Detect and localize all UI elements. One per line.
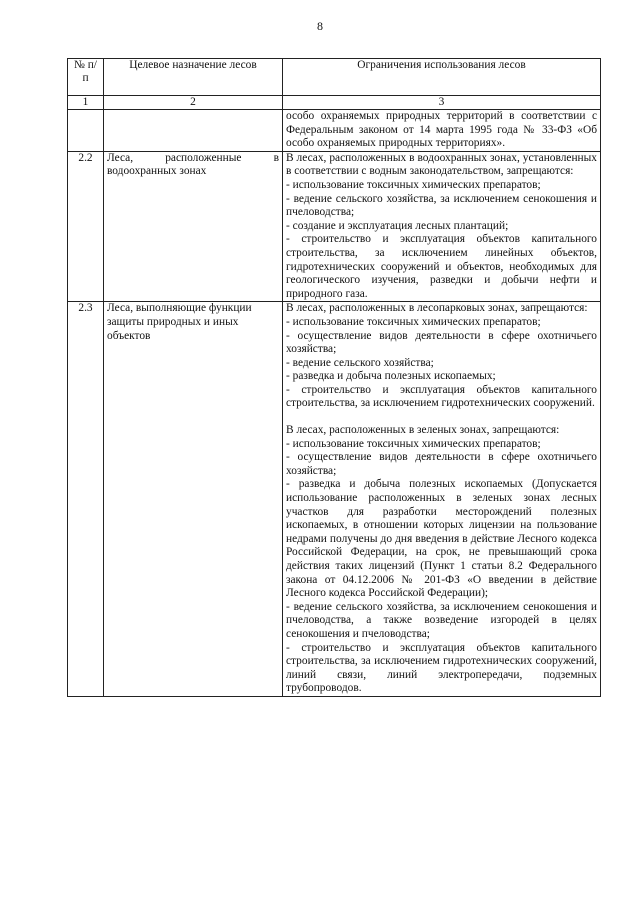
column-index-row bbox=[68, 96, 601, 110]
row-purpose: Леса, расположенные в водоохранных зонах bbox=[104, 151, 283, 302]
restriction-item: - использование токсичных химических препаратов; bbox=[286, 315, 541, 328]
restriction-item: - разведка и добыча полезных ископаемых; bbox=[286, 370, 496, 383]
restriction-item: - использование токсичных химических препаратов; bbox=[286, 437, 541, 450]
page-number: 8 bbox=[317, 19, 323, 33]
table-header-row bbox=[68, 59, 601, 96]
row-number: 2.3 bbox=[68, 302, 104, 697]
header-restrictions: Ограничения использования лесов bbox=[283, 59, 601, 96]
header-number: № п/п bbox=[68, 59, 104, 96]
header-purpose: Целевое назначение лесов bbox=[104, 59, 283, 96]
restriction-item: - ведение сельского хозяйства, за исключением сенокошения и пчеловодства, а также возведение изгородей в целях сенокошения и пчеловодства; bbox=[286, 600, 597, 640]
restriction-item: - строительство и эксплуатация объектов капитального строительства, за исключением гидротехнических сооружений, линий связи, линий электропередачи, подземных трубопроводов. bbox=[286, 641, 597, 695]
paragraph-spacer bbox=[286, 411, 597, 424]
table-row bbox=[68, 110, 601, 152]
row-purpose: Леса, выполняющие функции защиты природных и иных объектов bbox=[104, 302, 283, 697]
restriction-item: - осуществление видов деятельности в сфере охотничьего хозяйства; bbox=[286, 451, 597, 477]
restriction-item: - создание и эксплуатация лесных плантаций; bbox=[286, 219, 509, 232]
row-restrictions bbox=[283, 151, 601, 302]
table-row bbox=[68, 151, 601, 302]
column-index: 3 bbox=[283, 96, 601, 110]
restriction-paragraph: В лесах, расположенных в лесопарковых зонах, запрещаются: bbox=[286, 302, 588, 315]
restriction-paragraph: В лесах, расположенных в водоохранных зонах, установленных в соответствии с водным законодательством, запрещаются: bbox=[286, 151, 597, 178]
restriction-item: - строительство и эксплуатация объектов капитального строительства, за исключением линейных объектов, гидротехнических сооружений и объектов, необходимых для геологического изучения, разведки и добычи нефти и природного газа. bbox=[286, 233, 597, 300]
restriction-item: - разведка и добыча полезных ископаемых (Допускается использование расположенных в зеленых зонах лесных участков для разработки месторождений полезных ископаемых, в отношении которых лицензии на пользование недрами получены до дня введения в действие Лесного кодекса Российской Федерации, на срок, не превышающий срока действия таких лицензий (Пункт 1 статьи 8.2 Федерального закона от 04.12.2006 № 201-ФЗ «О введении в действие Лесного кодекса Российской Федерации); bbox=[286, 478, 597, 600]
column-index: 2 bbox=[104, 96, 283, 110]
forest-restrictions-table bbox=[67, 58, 601, 697]
restriction-paragraph: В лесах, расположенных в зеленых зонах, запрещаются: bbox=[286, 424, 560, 437]
restriction-item: - ведение сельского хозяйства; bbox=[286, 356, 434, 369]
restriction-item: - ведение сельского хозяйства, за исключением сенокошения и пчеловодства; bbox=[286, 192, 597, 219]
row-restrictions bbox=[283, 302, 601, 697]
restriction-paragraph: особо охраняемых природных территорий в соответствии с Федеральным законом от 14 марта 1995 года № 33-ФЗ «Об особо охраняемых природных территориях». bbox=[286, 110, 597, 150]
row-number: 2.2 bbox=[68, 151, 104, 302]
row-purpose bbox=[104, 110, 283, 152]
table-row bbox=[68, 302, 601, 697]
column-index: 1 bbox=[68, 96, 104, 110]
restriction-item: - использование токсичных химических препаратов; bbox=[286, 178, 541, 191]
row-restrictions bbox=[283, 110, 601, 152]
restriction-item: - строительство и эксплуатация объектов капитального строительства, за исключением гидротехнических сооружений. bbox=[286, 383, 597, 410]
restriction-item: - осуществление видов деятельности в сфере охотничьего хозяйства; bbox=[286, 329, 597, 356]
row-number bbox=[68, 110, 104, 152]
